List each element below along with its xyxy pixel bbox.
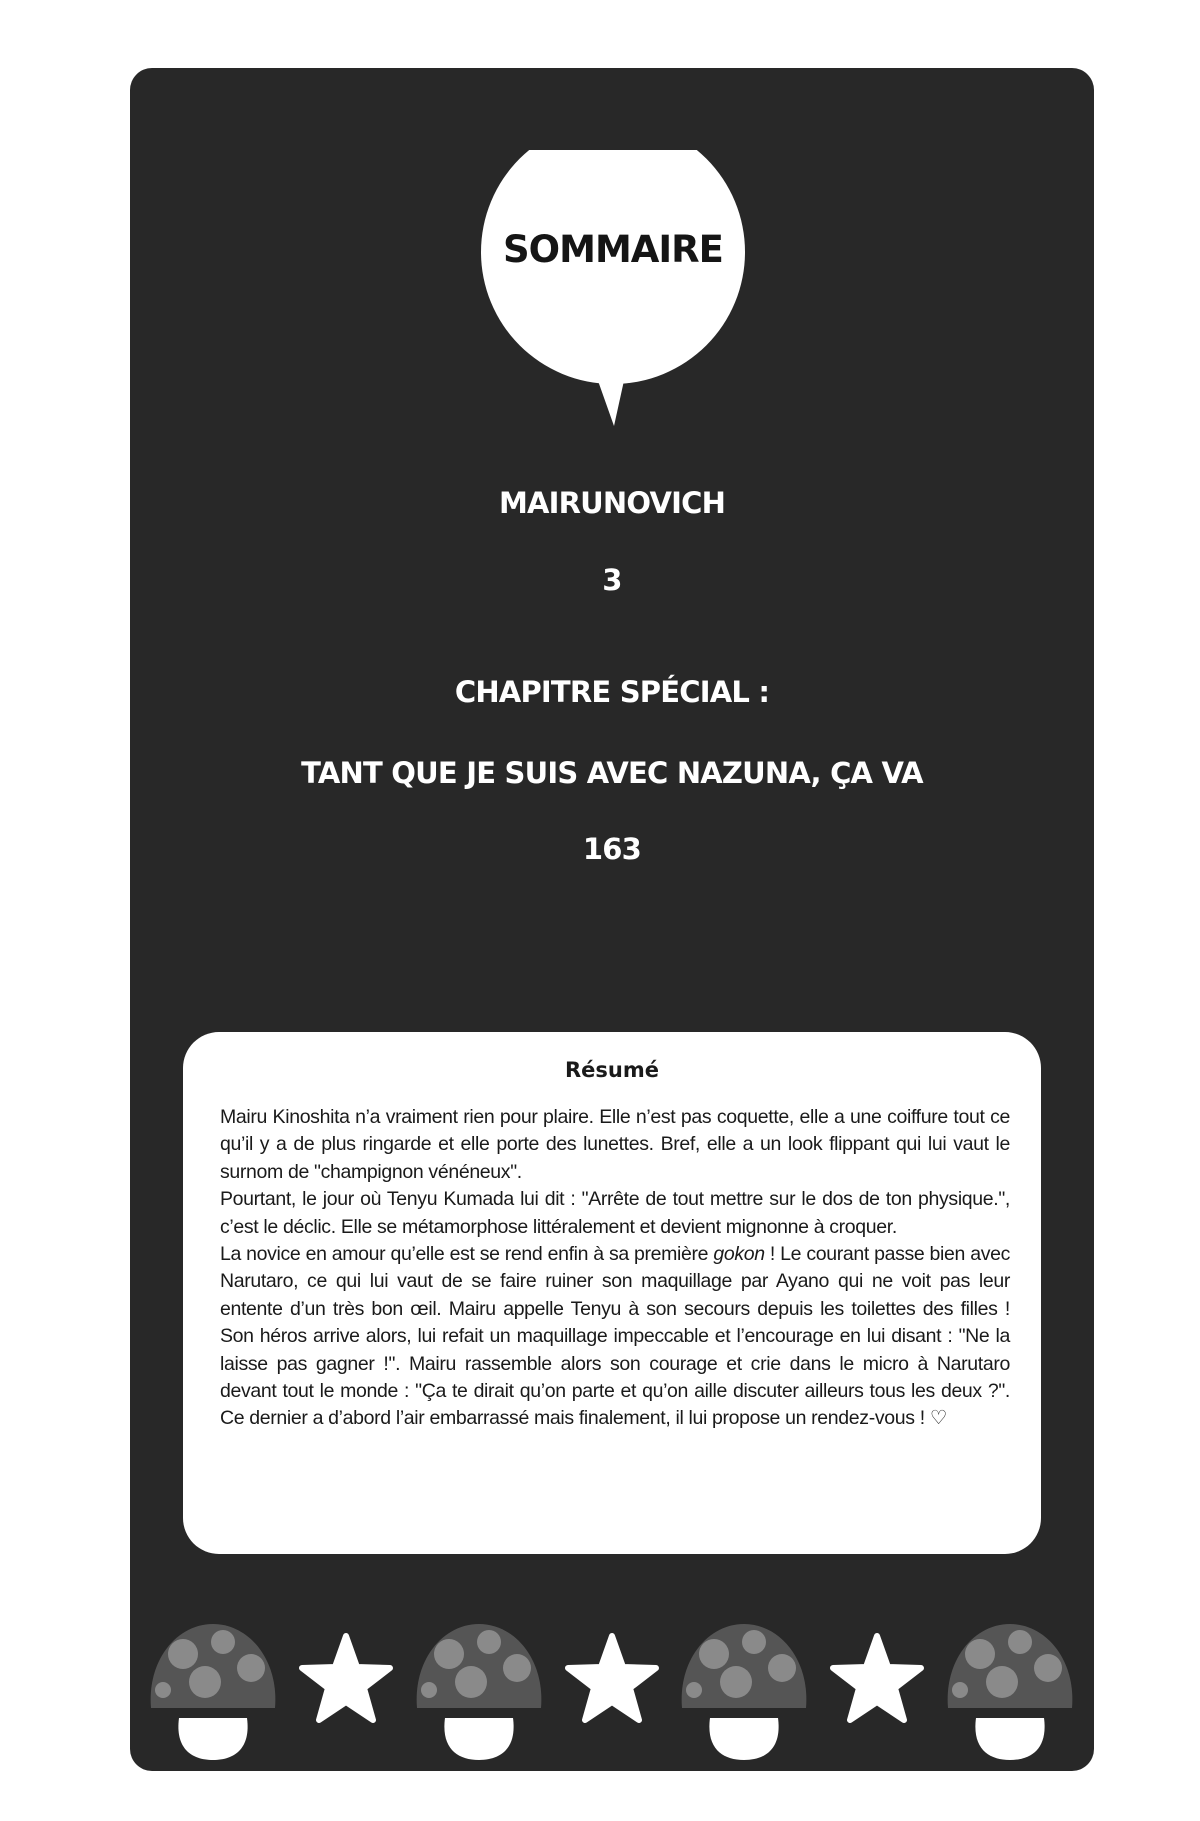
summary-box (183, 1032, 1041, 1554)
summary-italic-term: gokon (713, 1243, 765, 1266)
summary-body (220, 1104, 1010, 1433)
mushroom-icon (682, 1624, 807, 1760)
star-icon (302, 1636, 390, 1720)
toc-entry-1-title: MAIRUNOVICH (498, 486, 726, 520)
summary-title: Résumé (565, 1058, 659, 1082)
star-icon (568, 1636, 656, 1720)
star-icon (833, 1636, 921, 1720)
summary-paragraph-2: Pourtant, le jour où Tenyu Kumada lui dit : "Arrête de tout mettre sur le dos de ton physique.", c’est le déclic. Elle se métamorphose littéralement et devient mignonne à croquer. (220, 1188, 1010, 1238)
mushroom-icon (151, 1624, 276, 1760)
decoration-row (130, 1600, 1094, 1760)
summary-text: La novice en amour qu’elle est se rend enfin à sa première (220, 1243, 714, 1266)
summary-paragraph-3 (220, 1241, 1010, 1433)
mushroom-icon (417, 1624, 542, 1760)
page-title: SOMMAIRE (503, 228, 723, 271)
speech-bubble-shape (479, 150, 747, 430)
summary-paragraph-1: Mairu Kinoshita n’a vraiment rien pour plaire. Elle n’est pas coquette, elle a une coiffure tout ce qu’il y a de plus ringarde et elle porte des lunettes. Bref, elle a un look flippant qui lui vaut le surnom de "champignon vénéneux". (220, 1106, 1010, 1183)
mushroom-icon (948, 1624, 1073, 1760)
toc-entry-2-title-line2: TANT QUE JE SUIS AVEC NAZUNA, ÇA VA (301, 756, 923, 790)
summary-text: ! Le courant passe bien avec Narutaro, ce qui lui vaut de se faire ruiner son maquillage par Ayano qui ne voit pas leur entente d’un très bon œil. Mairu appelle Tenyu à son secours depuis les toilettes des filles ! Son héros arrive alors, lui refait un maquillage impeccable et l’encourage en lui disant : "Ne la laisse pas gagner !". Mairu rassemble alors son courage et crie dans le micro à Narutaro devant tout le monde : "Ça te dirait qu’on parte et qu’on aille discuter ailleurs tous les deux ?". Ce dernier a d’abord l’air embarrassé mais finalement, il lui propose un rendez-vous ! ♡ (220, 1243, 1010, 1430)
speech-bubble (479, 150, 747, 430)
toc-entry-1-page: 3 (602, 563, 622, 597)
toc-entry-2-title-line1: CHAPITRE SPÉCIAL : (454, 675, 770, 709)
decoration-svg (130, 1600, 1094, 1760)
toc-entry-2-page: 163 (582, 832, 642, 866)
